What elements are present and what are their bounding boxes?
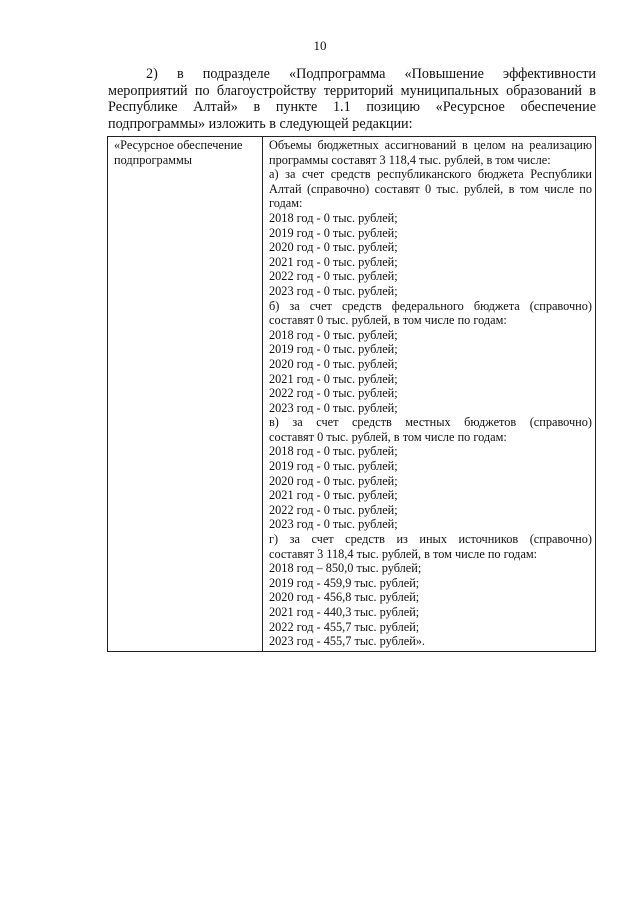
intro-paragraph: 2) в подразделе «Подпрограмма «Повышение эффективности мероприятий по благоустройству территорий муниципальных образований в Республике Алтай» в пункте 1.1 позицию «Ресурсное обеспечение подпрограммы» изложить в следующей редакции: — [108, 66, 596, 132]
resource-line: 2021 год - 0 тыс. рублей; — [269, 254, 398, 269]
resource-line: составят 3 118,4 тыс. рублей, в том числе по годам: — [269, 546, 538, 561]
resource-line: 2022 год - 0 тыс. рублей; — [269, 386, 398, 401]
resource-line: 2023 год - 0 тыс. рублей; — [269, 517, 398, 532]
resource-line: Объемы бюджетных ассигнований в целом на реализацию — [269, 138, 592, 152]
resource-line: 2022 год - 0 тыс. рублей; — [269, 502, 398, 517]
resource-line: 2022 год - 455,7 тыс. рублей; — [269, 619, 420, 634]
resource-line: 2023 год - 0 тыс. рублей; — [269, 400, 398, 415]
resource-line: 2021 год - 440,3 тыс. рублей; — [269, 605, 420, 619]
resource-line: программы составят 3 118,4 тыс. рублей, в том числе: — [269, 152, 551, 167]
resource-line: 2019 год - 0 тыс. рублей; — [269, 342, 398, 357]
resource-line: годам: — [269, 196, 303, 211]
resource-line: составят 0 тыс. рублей, в том числе по годам: — [269, 313, 507, 328]
resource-line: 2018 год - 0 тыс. рублей; — [269, 210, 398, 225]
resource-line: 2023 год - 0 тыс. рублей; — [269, 283, 398, 298]
resource-line: 2018 год - 0 тыс. рублей; — [269, 327, 398, 342]
resource-line: 2018 год - 0 тыс. рублей; — [269, 444, 398, 459]
resource-line: 2019 год - 459,9 тыс. рублей; — [269, 575, 420, 590]
resource-table — [107, 136, 596, 652]
resource-line: 2022 год - 0 тыс. рублей; — [269, 269, 398, 284]
resource-line: 2018 год – 850,0 тыс. рублей; — [269, 561, 422, 576]
resource-line: составят 0 тыс. рублей, в том числе по годам: — [269, 429, 507, 444]
resource-line: 2020 год - 0 тыс. рублей; — [269, 240, 398, 255]
resource-line: 2020 год - 0 тыс. рублей; — [269, 473, 398, 488]
page-number: 10 — [313, 38, 327, 53]
resource-line: 2021 год - 0 тыс. рублей; — [269, 488, 398, 503]
resource-label: «Ресурсное обеспечение подпрограммы — [114, 138, 243, 167]
resource-line: 2019 год - 0 тыс. рублей; — [269, 225, 398, 240]
table-row — [108, 137, 596, 652]
resource-line: 2020 год - 0 тыс. рублей; — [269, 356, 398, 371]
resource-line: в) за счет средств местных бюджетов (справочно) — [269, 415, 592, 430]
resource-line: 2021 год - 0 тыс. рублей; — [269, 371, 398, 386]
resource-line: 2023 год - 455,7 тыс. рублей». — [269, 634, 426, 649]
resource-line: г) за счет средств из иных источников (справочно) — [269, 532, 592, 547]
resource-line: 2019 год - 0 тыс. рублей; — [269, 459, 398, 474]
table-right-cell — [263, 137, 596, 652]
resource-line: Алтай (справочно) составят 0 тыс. рублей, в том числе по — [269, 181, 592, 196]
resource-line: б) за счет средств федерального бюджета (справочно) — [269, 298, 592, 313]
resource-line: а) за счет средств республиканского бюджета Республики — [269, 167, 592, 182]
resource-line: 2020 год - 456,8 тыс. рублей; — [269, 590, 420, 605]
table-left-cell — [108, 137, 263, 652]
